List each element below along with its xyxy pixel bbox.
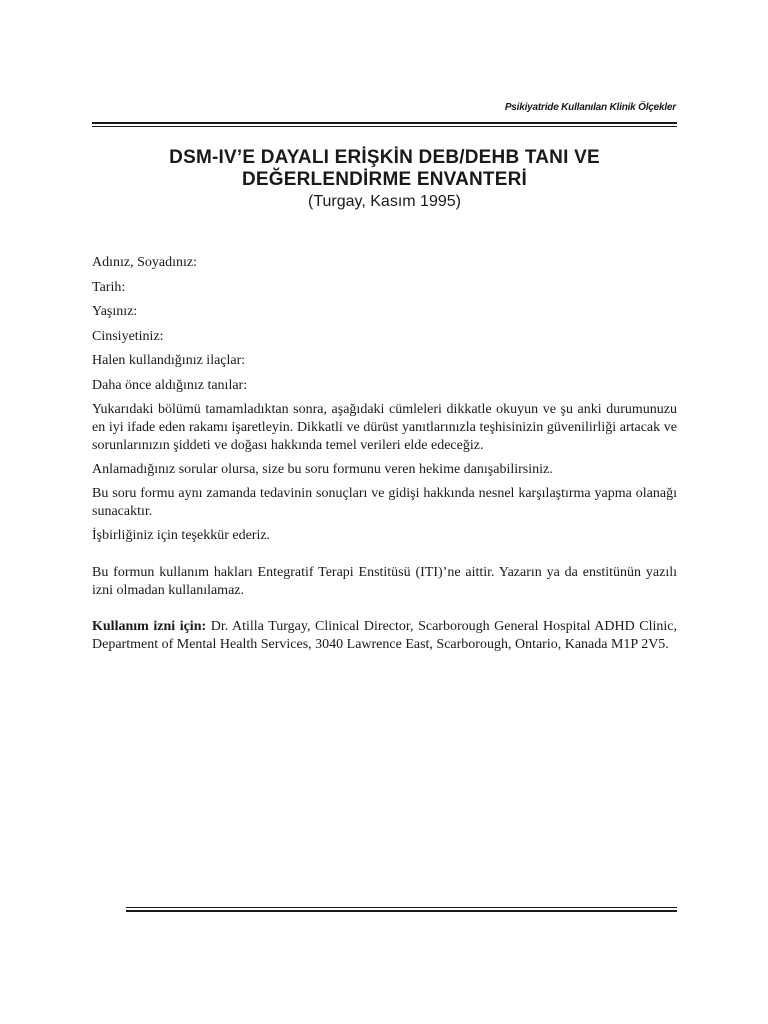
permission-paragraph	[92, 618, 677, 654]
thanks-paragraph: İşbirliğiniz için teşekkür ederiz.	[92, 528, 271, 543]
questions-paragraph: Anlamadığınız sorular olursa, size bu soru formunu veren hekime danışabilirsiniz.	[92, 462, 553, 477]
document-title-line-2: DEĞERLENDİRME ENVANTERİ	[241, 169, 528, 190]
footer-rule	[126, 907, 677, 912]
comparison-paragraph: Bu soru formu aynı zamanda tedavinin sonuçları ve gidişi hakkında nesnel karşılaştırma yapma olanağı sunacaktır.	[92, 486, 677, 519]
running-header: Psikiyatride Kullanılan Klinik Ölçekler	[504, 102, 676, 113]
title-block	[92, 147, 677, 213]
permission-text: Dr. Atilla Turgay, Clinical Director, Scarborough General Hospital ADHD Clinic, Department of Mental Health Services, 3040 Lawrence East, Scarborough, Ontario, Kanada M1P 2V5.	[92, 619, 678, 652]
document-subtitle: (Turgay, Kasım 1995)	[308, 193, 461, 210]
document-body	[92, 254, 677, 660]
header-rule	[92, 122, 677, 127]
instructions-paragraph: Yukarıdaki bölümü tamamladıktan sonra, aşağıdaki cümleleri dikkatle okuyun ve şu anki durumunuzu en iyi ifade eden rakamı işaretleyin. Dikkatli ve dürüst yanıtlarınızla teşhisinizin güvenilirliği artacak ve sorunlarınızın şiddeti ve doğası hakkında temel verileri elde edeceğiz.	[92, 402, 677, 453]
field-name: Adınız, Soyadınız:	[92, 255, 197, 270]
document-title-line-1: DSM-IV’E DAYALI ERİŞKİN DEB/DEHB TANI VE	[169, 147, 600, 168]
field-date: Tarih:	[92, 279, 126, 295]
permission-lead: Kullanım izni için:	[92, 619, 207, 634]
field-previous-diagnoses: Daha önce aldığınız tanılar:	[92, 377, 248, 393]
field-gender: Cinsiyetiniz:	[92, 328, 164, 344]
field-current-medications: Halen kullandığınız ilaçlar:	[92, 353, 246, 368]
rights-notice: Bu formun kullanım hakları Entegratif Terapi Enstitüsü (ITI)’ne aittir. Yazarın ya da enstitünün yazılı izni olmadan kullanılamaz.	[92, 565, 677, 598]
field-age: Yaşınız:	[92, 304, 138, 319]
